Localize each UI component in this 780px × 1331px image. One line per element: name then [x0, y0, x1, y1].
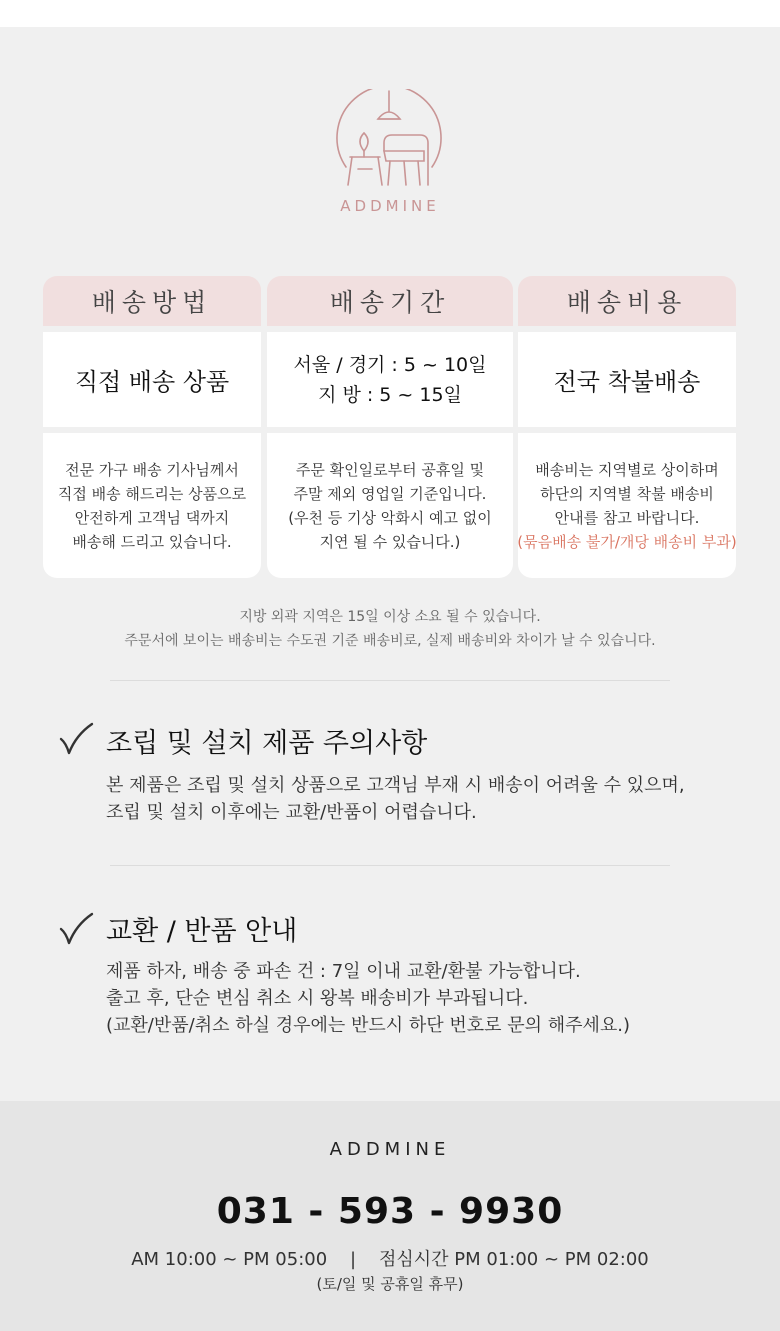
- exchange-return-title: 교환 / 반품 안내: [106, 916, 298, 947]
- shipping-cost-description-box: [518, 433, 736, 578]
- shipping-cost-description: 배송비는 지역별로 상이하며 하단의 지역별 착불 배송비 안내를 참고 바랍니다.: [535, 460, 719, 527]
- footer-brand: ADDMINE: [329, 1139, 451, 1160]
- shipping-cost-note: (묶음배송 불가/개당 배송비 부과): [517, 532, 737, 551]
- shipping-cost-value: 전국 착불배송: [518, 332, 736, 427]
- furniture-logo-icon: [334, 89, 444, 189]
- holiday-notice: (토/일 및 공휴일 휴무): [316, 1275, 464, 1293]
- top-bar: [0, 0, 780, 27]
- shipping-cost-column: [518, 276, 736, 578]
- assembly-notice-title: 조립 및 설치 제품 주의사항: [106, 728, 428, 759]
- divider: [110, 680, 670, 681]
- phone-number: 031 - 593 - 9930: [216, 1191, 564, 1232]
- shipping-method-column: [43, 276, 261, 578]
- business-hours: AM 10:00 ~ PM 05:00 | 점심시간 PM 01:00 ~ PM 02:00: [131, 1249, 649, 1270]
- shipping-method-header: 배송방법: [43, 276, 261, 326]
- contact-footer: [0, 1101, 780, 1331]
- shipping-method-value: 직접 배송 상품: [43, 332, 261, 427]
- shipping-method-description: 전문 가구 배송 기사님께서 직접 배송 해드리는 상품으로 안전하게 고객님 댁까지 배송해 드리고 있습니다.: [43, 433, 261, 578]
- assembly-notice-text: 본 제품은 조립 및 설치 상품으로 고객님 부재 시 배송이 어려울 수 있으며, 조립 및 설치 이후에는 교환/반품이 어렵습니다.: [106, 775, 685, 823]
- shipping-period-value: 서울 / 경기 : 5 ~ 10일 지 방 : 5 ~ 15일: [267, 332, 513, 427]
- remote-area-note: 지방 외곽 지역은 15일 이상 소요 될 수 있습니다.: [239, 609, 541, 625]
- shipping-info-section: [0, 27, 780, 1101]
- checkmark-icon: [58, 721, 94, 757]
- brand-logo-text: ADDMINE: [340, 197, 440, 215]
- exchange-return-text: 제품 하자, 배송 중 파손 건 : 7일 이내 교환/환불 가능합니다. 출고 후, 단순 변심 취소 시 왕복 배송비가 부과됩니다. (교환/반품/취소 하실 경우에는 반드시 하단 번호로 문의 해주세요.): [106, 961, 631, 1036]
- shipping-period-column: [267, 276, 513, 578]
- shipping-period-header: 배송기간: [267, 276, 513, 326]
- checkmark-icon: [58, 911, 94, 947]
- shipping-period-description: 주문 확인일로부터 공휴일 및 주말 제외 영업일 기준입니다. (우천 등 기상 악화시 예고 없이 지연 될 수 있습니다.): [267, 433, 513, 578]
- shipping-cost-header: 배송비용: [518, 276, 736, 326]
- divider: [110, 865, 670, 866]
- shipping-fee-note: 주문서에 보이는 배송비는 수도권 기준 배송비로, 실제 배송비와 차이가 날 수 있습니다.: [124, 633, 656, 649]
